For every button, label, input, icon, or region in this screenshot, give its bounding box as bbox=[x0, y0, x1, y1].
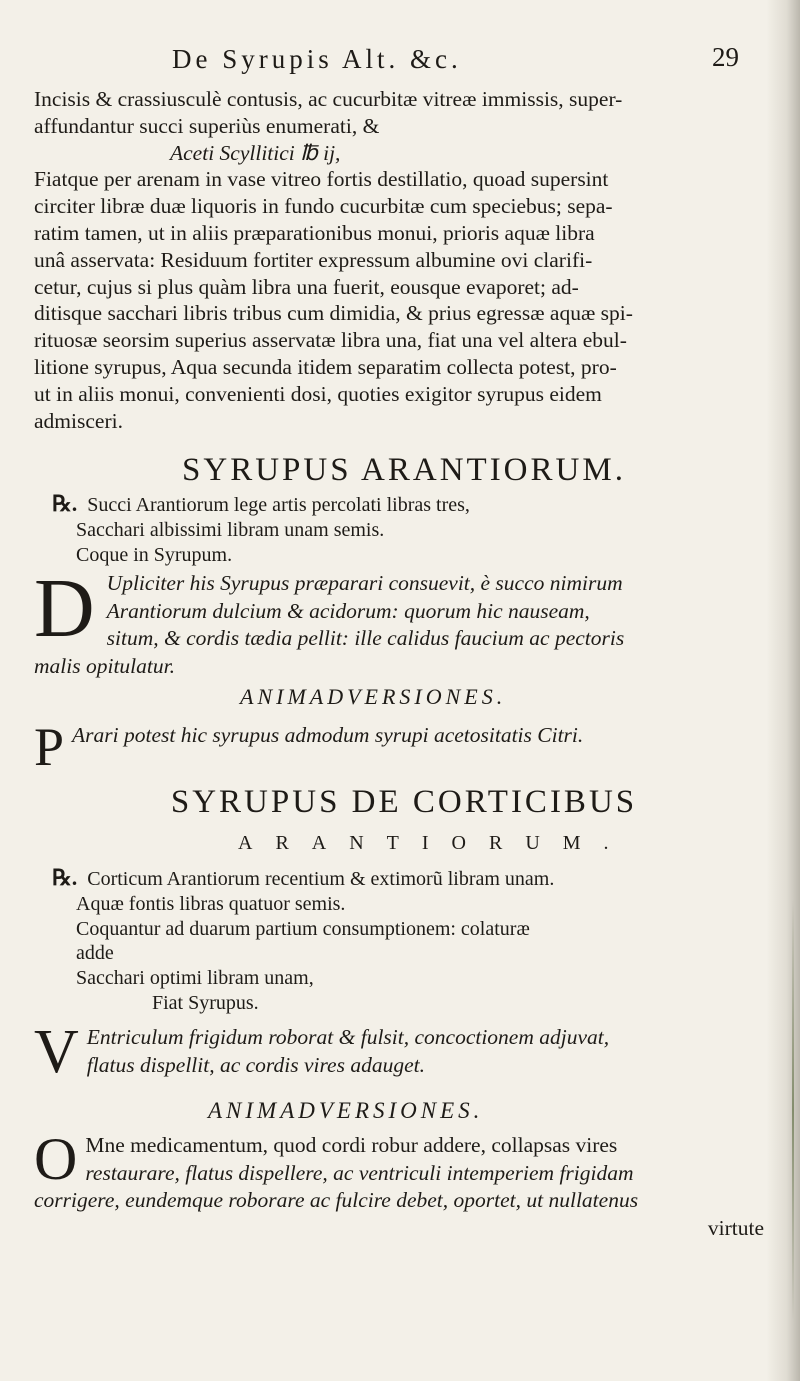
animadversiones-heading: ANIMADVERSIONES. bbox=[208, 1098, 484, 1123]
recipe-corticibus bbox=[52, 866, 772, 1016]
text-line: admisceri. bbox=[34, 408, 123, 433]
body-corticibus bbox=[34, 1018, 774, 1086]
text-line: ut in aliis monui, convenienti dosi, quoties exigitor syrupus eidem bbox=[34, 381, 602, 406]
text-line: ratim tamen, ut in aliis præparationibus monui, prioris aquæ libra bbox=[34, 220, 595, 245]
drop-cap: V bbox=[34, 1018, 79, 1086]
drop-cap: P bbox=[34, 717, 65, 777]
recipe-line: Fiat Syrupus. bbox=[152, 991, 259, 1014]
text-line: Mne medicamentum, quod cordi robur addere, collapsas vires bbox=[85, 1133, 618, 1157]
text-line: Entriculum frigidum roborat & fulsit, concoctionem adjuvat, bbox=[86, 1025, 610, 1049]
section-heading-syrupus-arantiorum: SYRUPUS ARANTIORUM. bbox=[182, 452, 626, 488]
catchword: virtute bbox=[707, 1215, 764, 1240]
recipe-line: Succi Arantiorum lege artis percolati libras tres, bbox=[87, 494, 470, 516]
recipe-line: Corticum Arantiorum recentium & extimorũ libram unam. bbox=[87, 868, 555, 890]
text-line: cetur, cujus si plus quàm libra una fuerit, eousque evaporet; ad- bbox=[34, 274, 579, 299]
text-line: flatus dispellit, ac cordis vires adauget. bbox=[86, 1052, 425, 1077]
text-line: rituosæ seorsim superius asservatæ libra una, fiat una vel altera ebul- bbox=[34, 328, 627, 353]
text-line: Fiatque per arenam in vase vitreo fortis destillatio, quoad supersint bbox=[34, 167, 609, 192]
page-number: 29 bbox=[712, 42, 739, 72]
text-line: circiter libræ duæ liquoris in fundo cucurbitæ cum speciebus; sepa- bbox=[34, 194, 613, 219]
recipe-line: Aquæ fontis libras quatuor semis. bbox=[76, 892, 346, 915]
text-line: Aceti Scyllitici ℔ ij, bbox=[170, 140, 341, 165]
text-line: unâ asservata: Residuum fortiter expressum albumine ovi clarifi- bbox=[34, 247, 593, 272]
recipe-rx-icon: ℞. bbox=[52, 865, 78, 890]
drop-cap: D bbox=[34, 562, 95, 655]
recipe-line: Sacchari albissimi libram unam semis. bbox=[76, 518, 385, 541]
text-line: situm, & cordis tædia pellit: ille calidus faucium ac pectoris bbox=[106, 626, 625, 650]
text-line: corrigere, eundemque roborare ac fulcire debet, oportet, ut nullatenus bbox=[34, 1188, 639, 1212]
recipe-line: Sacchari optimi libram unam, bbox=[76, 967, 314, 990]
recipe-line: Coquantur ad duarum partium consumptionem: colaturæ bbox=[76, 917, 530, 940]
recipe-line: Coque in Syrupum. bbox=[76, 543, 233, 566]
recipe-arantiorum bbox=[52, 492, 772, 567]
text-line: Arari potest hic syrupus admodum syrupi acetositatis Citri. bbox=[72, 723, 584, 747]
text-line: Upliciter his Syrupus præparari consuevit, è succo nimirum bbox=[106, 571, 623, 595]
animadversiones-arantiorum bbox=[34, 717, 774, 777]
text-line: Incisis & crassiusculè contusis, ac cucurbitæ vitreæ immissis, super- bbox=[34, 87, 623, 111]
text-line: Arantiorum dulcium & acidorum: quorum hic nauseam, bbox=[106, 598, 590, 623]
drop-cap: O bbox=[34, 1126, 78, 1192]
section-heading-corticibus: SYRUPUS DE CORTICIBUS bbox=[170, 784, 638, 820]
running-head: De Syrupis Alt. &c. bbox=[172, 44, 462, 74]
animadversiones-heading: ANIMADVERSIONES. bbox=[240, 684, 507, 709]
animadversiones-corticibus bbox=[34, 1126, 774, 1242]
text-line: affundantur succi superiùs enumerati, & bbox=[34, 113, 380, 138]
text-line: malis opitulatur. bbox=[34, 653, 175, 678]
recipe-line: adde bbox=[76, 942, 114, 965]
opening-paragraph bbox=[34, 86, 774, 434]
page-edge-stain bbox=[792, 900, 794, 1320]
text-line: ditisque sacchari libris tribus cum dimidia, & prius egressæ aquæ spi- bbox=[34, 301, 633, 326]
text-line: litione syrupus, Aqua secunda itidem separatim collecta potest, pro- bbox=[34, 354, 617, 379]
section-subheading-arantiorum: ARANTIORUM. bbox=[238, 832, 632, 854]
body-arantiorum bbox=[34, 562, 774, 680]
recipe-rx-icon: ℞. bbox=[52, 491, 78, 516]
text-line: restaurare, flatus dispellere, ac ventriculi intemperiem frigidam bbox=[85, 1160, 634, 1185]
